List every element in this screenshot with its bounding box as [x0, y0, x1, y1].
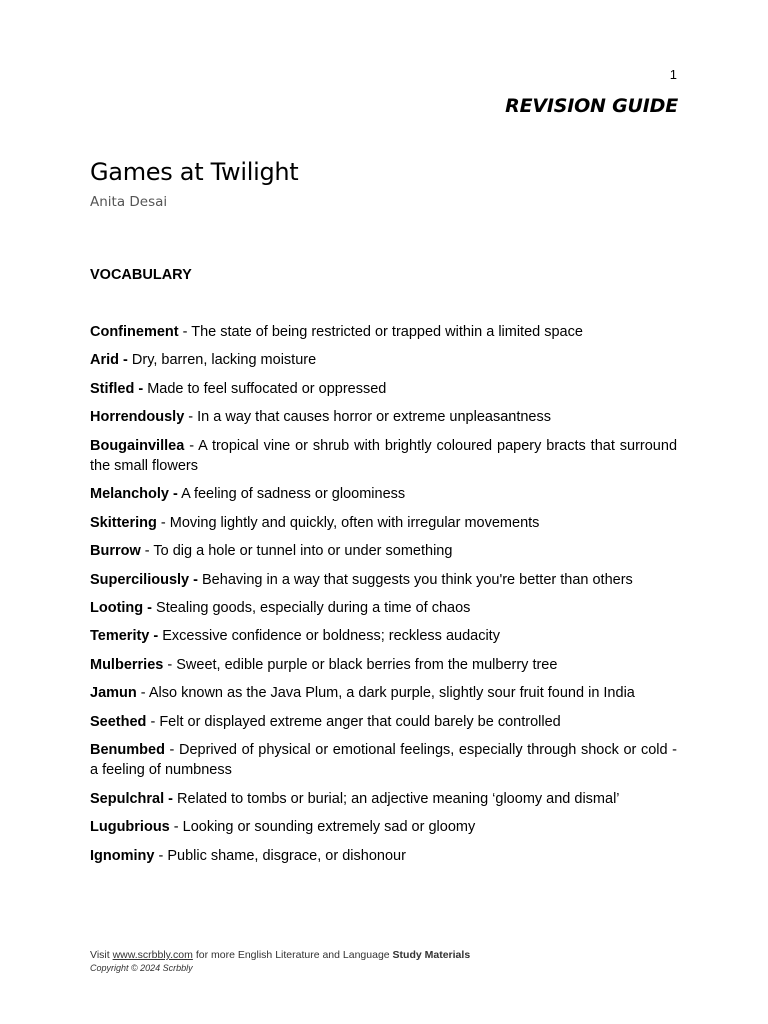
vocab-term: Stifled - — [90, 380, 144, 397]
vocab-term: Lugubrious — [90, 819, 170, 836]
vocab-definition: Sweet, edible purple or black berries from the mulberry tree — [176, 656, 558, 673]
vocab-item — [90, 740, 677, 781]
vocab-item — [90, 350, 677, 371]
revision-guide-label: REVISION GUIDE — [505, 95, 678, 117]
vocab-term: Skittering — [90, 514, 157, 531]
footer-visit-prefix: Visit — [90, 949, 113, 961]
vocab-separator: - — [184, 409, 198, 426]
vocab-definition: Behaving in a way that suggests you think you're better than others — [202, 571, 633, 588]
vocab-definition: Looking or sounding extremely sad or gloomy — [182, 819, 476, 836]
vocab-term: Temerity - — [90, 628, 159, 645]
scrbbly-website-link[interactable]: www.scrbbly.com — [112, 949, 193, 961]
vocab-definition: A tropical vine or shrub with brightly coloured papery bracts that surround the small flowers — [90, 437, 678, 475]
vocab-definition: Also known as the Java Plum, a dark purple, slightly sour fruit found in India — [148, 685, 635, 702]
vocab-term: Jamun — [90, 685, 137, 702]
vocab-item — [90, 513, 677, 534]
vocab-term: Ignominy — [90, 847, 155, 864]
vocab-definition: A feeling of sadness or gloominess — [181, 486, 406, 503]
vocab-item — [90, 817, 677, 838]
vocab-term: Looting - — [90, 600, 153, 617]
vocab-definition: Related to tombs or burial; an adjective meaning ‘gloomy and dismal’ — [177, 790, 620, 807]
vocab-separator: - — [169, 819, 183, 836]
vocab-definition: To dig a hole or tunnel into or under something — [153, 543, 453, 560]
vocab-term: Confinement — [90, 324, 179, 340]
vocab-item — [90, 683, 677, 704]
footer-visit-line — [90, 948, 470, 962]
vocab-item — [90, 655, 677, 676]
vocab-definition: Public shame, disgrace, or dishonour — [167, 847, 406, 864]
vocab-separator: - — [156, 514, 170, 531]
vocab-separator: - — [140, 543, 154, 560]
author-name: Anita Desai — [90, 194, 168, 210]
page-title: Games at Twilight — [90, 158, 299, 186]
vocab-separator: - — [164, 741, 179, 758]
vocab-item — [90, 846, 677, 867]
vocab-term: Sepulchral - — [90, 790, 173, 807]
vocab-separator: - — [184, 437, 199, 454]
vocab-term: Horrendously — [90, 409, 185, 426]
vocabulary-list — [90, 322, 677, 874]
vocab-definition: Stealing goods, especially during a time of chaos — [156, 600, 471, 617]
vocab-definition: Moving lightly and quickly, often with irregular movements — [169, 514, 540, 531]
vocab-definition: Made to feel suffocated or oppressed — [147, 380, 387, 397]
vocab-term: Mulberries — [90, 656, 164, 673]
vocab-item — [90, 407, 677, 428]
vocab-item — [90, 626, 677, 647]
vocab-term: Bougainvillea — [90, 437, 185, 454]
vocabulary-heading: VOCABULARY — [90, 267, 192, 283]
vocab-item — [90, 379, 677, 400]
vocab-term: Burrow — [90, 543, 141, 560]
vocab-term: Melancholy - — [90, 486, 178, 503]
page-number: 1 — [669, 67, 677, 82]
vocab-item — [90, 570, 677, 591]
vocab-term: Superciliously - — [90, 571, 198, 588]
vocab-definition: Excessive confidence or boldness; reckless audacity — [162, 628, 500, 645]
vocab-definition: Deprived of physical or emotional feelings, especially through shock or cold - a feeling of numbness — [90, 741, 677, 779]
vocab-separator: - — [163, 656, 177, 673]
vocab-term: Seethed — [90, 713, 147, 730]
study-materials-text: Study Materials — [392, 949, 471, 961]
vocab-separator: - — [146, 713, 160, 730]
footer — [90, 948, 470, 974]
vocab-separator: - — [178, 324, 192, 340]
vocab-definition: Felt or displayed extreme anger that could barely be controlled — [159, 713, 561, 730]
vocab-term: Benumbed — [90, 741, 165, 758]
vocab-item — [90, 322, 677, 343]
vocab-definition: Dry, barren, lacking moisture — [131, 352, 317, 369]
vocab-term: Arid - — [90, 352, 128, 369]
vocab-definition: In a way that causes horror or extreme unpleasantness — [197, 409, 551, 426]
vocab-item — [90, 436, 677, 477]
copyright-notice: Copyright © 2024 Scrbbly — [90, 963, 193, 973]
vocab-item — [90, 598, 677, 619]
vocab-separator: - — [154, 847, 168, 864]
vocab-item — [90, 484, 677, 505]
vocab-item — [90, 789, 677, 810]
vocab-item — [90, 541, 677, 562]
vocab-definition: The state of being restricted or trapped within a limited space — [191, 324, 583, 340]
vocab-item — [90, 712, 677, 733]
vocab-separator: - — [136, 685, 149, 702]
footer-middle-text: for more English Literature and Language — [192, 949, 393, 961]
